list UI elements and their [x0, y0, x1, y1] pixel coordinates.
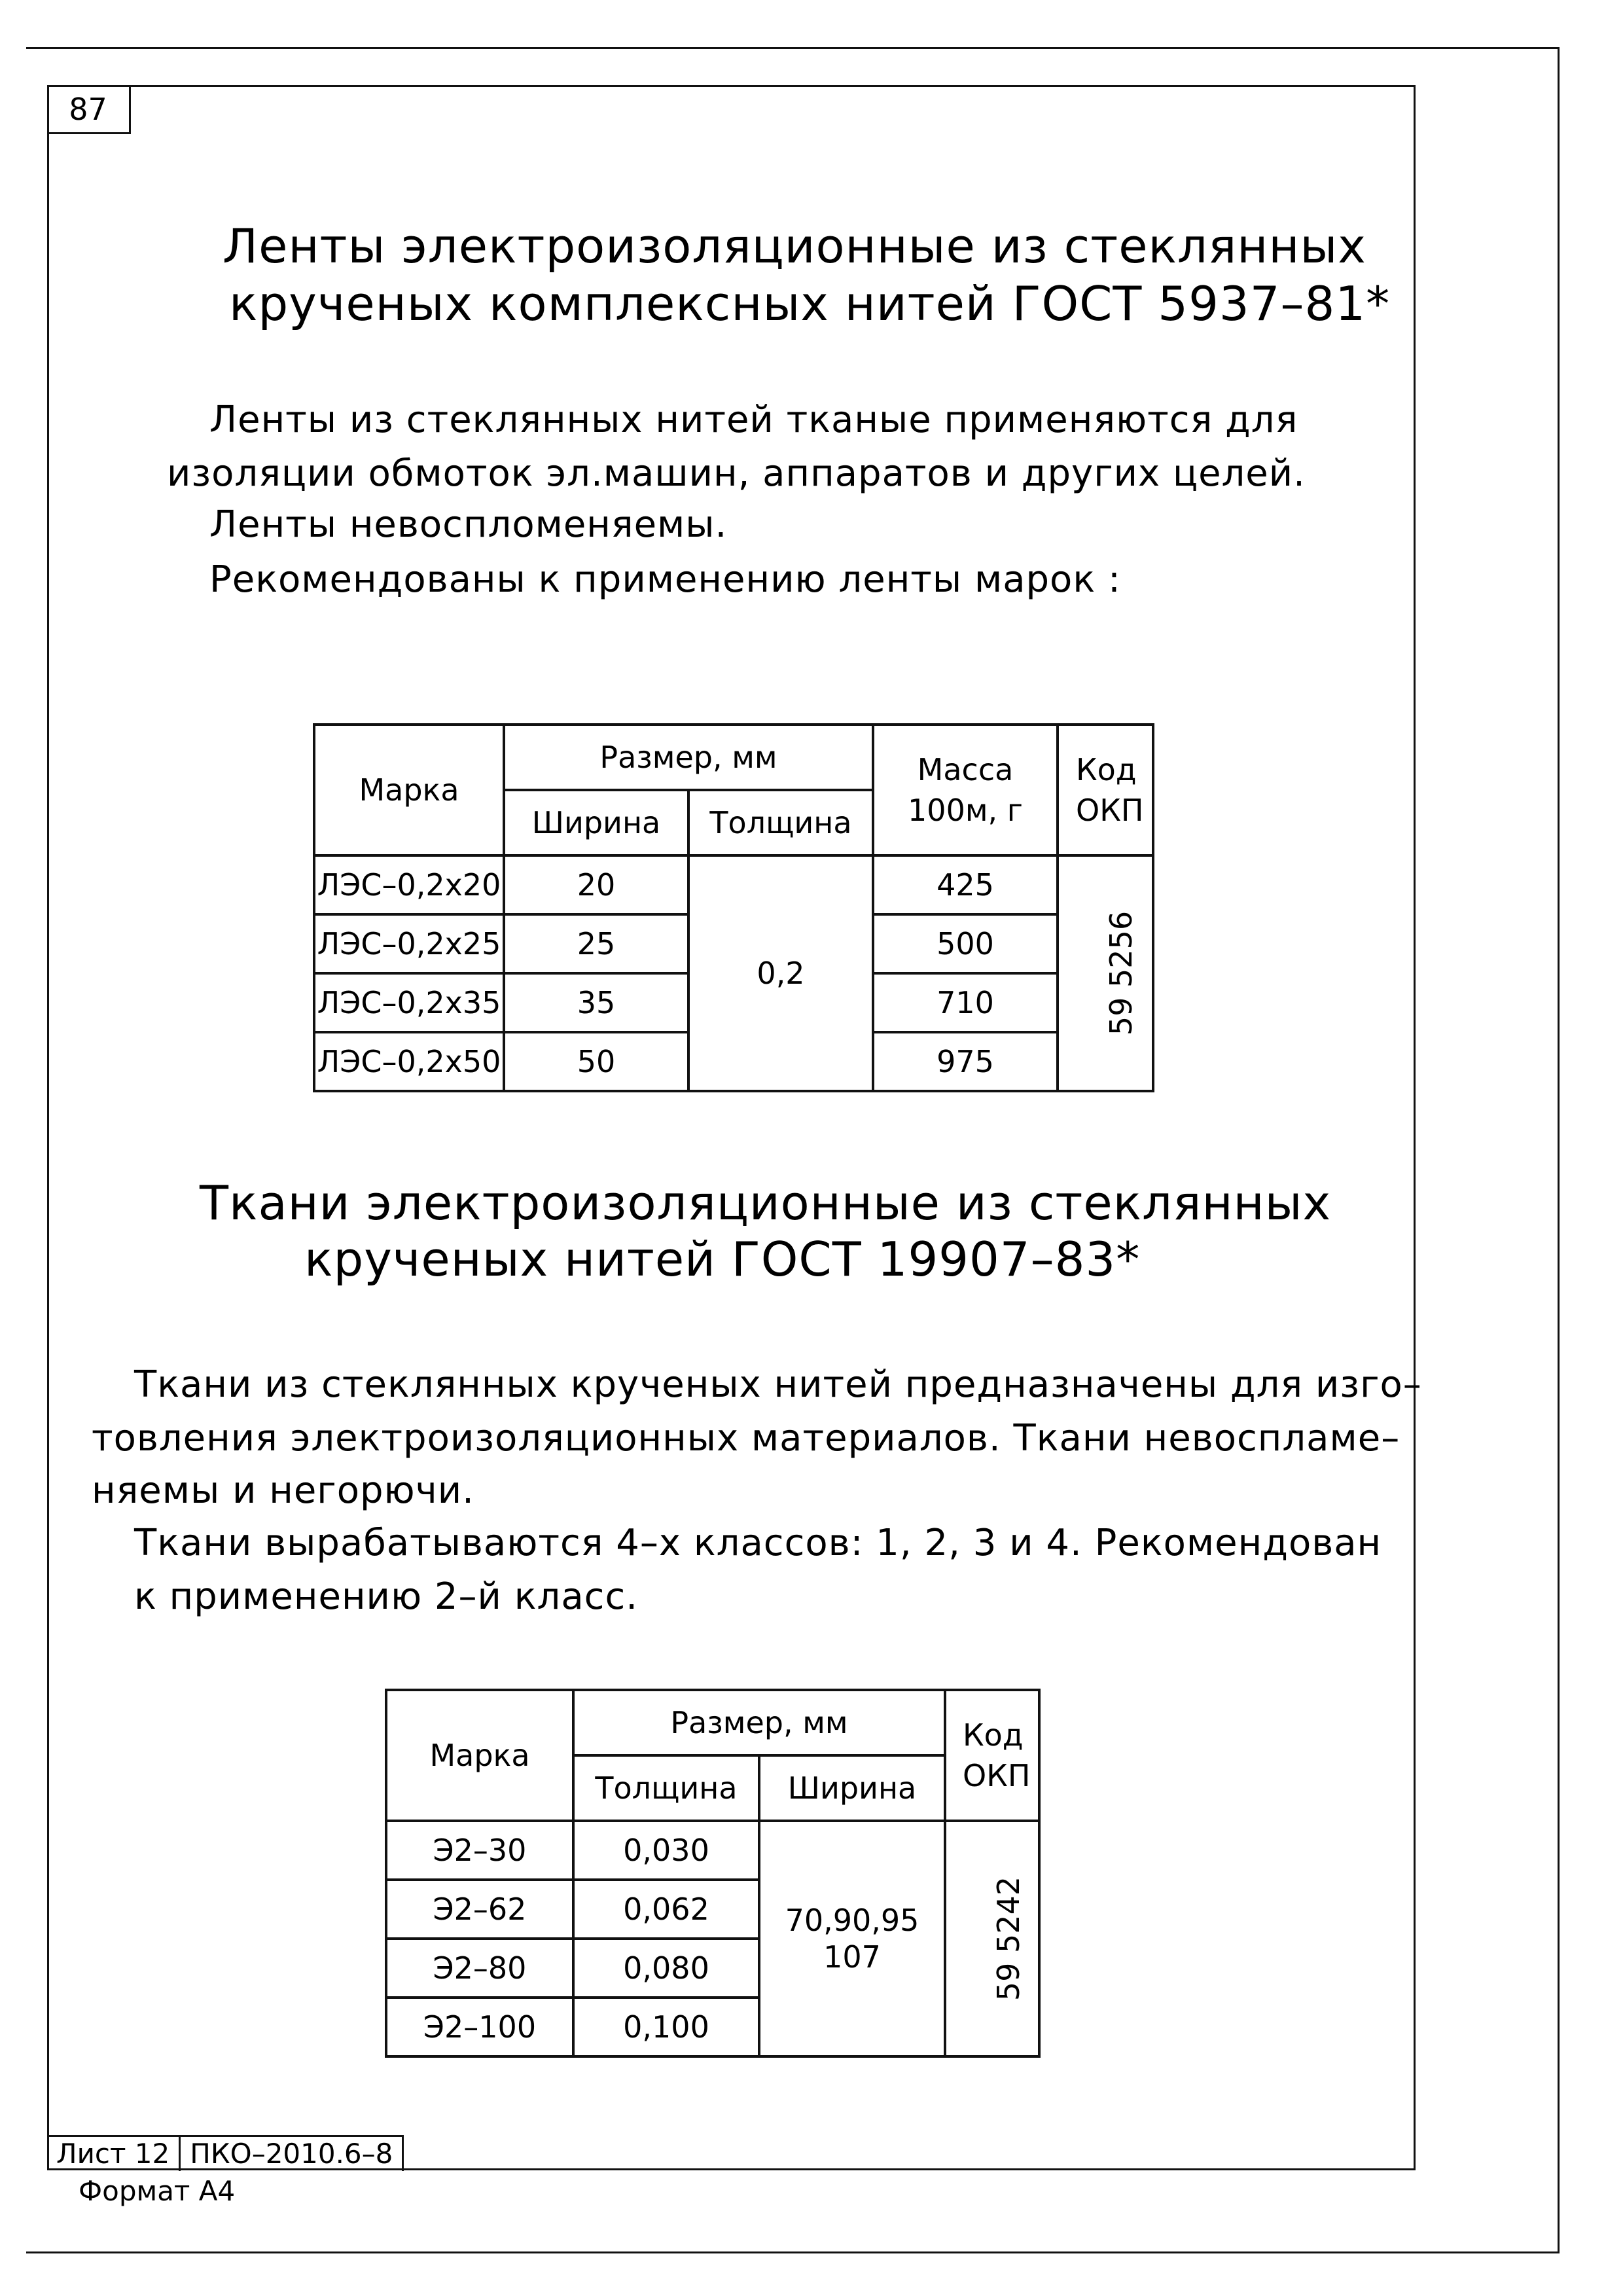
- section2-paragraph-line3: няемы и негорючи.: [92, 1469, 474, 1512]
- section2-title-line2: крученых нитей ГОСТ 19907–83*: [304, 1232, 1141, 1287]
- table-row-width: 20: [504, 855, 688, 914]
- width-values-line2: 107: [823, 1939, 881, 1975]
- header-code-text: Код ОКП: [963, 1717, 1031, 1793]
- thickness-merged-cell: 0,2: [688, 855, 873, 1091]
- header-size: Размер, мм: [504, 725, 873, 790]
- section2-title-line1: Ткани электроизоляционные из стеклянных: [200, 1175, 1332, 1230]
- frame-top-border: [47, 85, 1415, 87]
- section1-paragraph-line1: Ленты из стеклянных нитей тканые применяются для: [209, 399, 1298, 441]
- format-label: Формат А4: [79, 2175, 236, 2207]
- code-merged-cell: [1058, 855, 1153, 1091]
- outer-right-border: [1558, 47, 1560, 2253]
- outer-bottom-border: [26, 2251, 1560, 2253]
- document-code: ПКО–2010.6–8: [179, 2137, 402, 2171]
- outer-top-border: [26, 47, 1558, 49]
- header-mark: Марка: [386, 1690, 573, 1821]
- table-row-mark: Э2–30: [386, 1821, 573, 1880]
- fabric-table: [385, 1689, 1041, 2058]
- tape-table: [313, 723, 1154, 1092]
- section2-paragraph-line2: товления электроизоляционных материалов. Ткани невоспламе–: [92, 1417, 1400, 1460]
- table-row-mark: Э2–62: [386, 1880, 573, 1939]
- table-row-mass: 710: [873, 973, 1058, 1032]
- header-size: Размер, мм: [573, 1690, 945, 1755]
- table-row-mass: 425: [873, 855, 1058, 914]
- header-code-text: Код ОКП: [1076, 752, 1144, 828]
- header-width: Ширина: [504, 790, 688, 855]
- table-row-mark: ЛЭС–0,2х35: [314, 973, 504, 1032]
- table-row-thickness: 0,030: [573, 1821, 759, 1880]
- width-values-line1: 70,90,95: [785, 1903, 919, 1938]
- table-row-mark: ЛЭС–0,2х20: [314, 855, 504, 914]
- section2-paragraph-line4: Ткани вырабатываются 4–х классов: 1, 2, 3 и 4. Рекомендован: [134, 1522, 1382, 1564]
- page-number: 87: [47, 86, 131, 134]
- section1-paragraph-line3: Ленты невоспломеняемы.: [209, 503, 728, 546]
- header-mass-text: Масса 100м, г: [908, 752, 1023, 828]
- header-mass: [873, 725, 1058, 855]
- header-width: Ширина: [759, 1755, 945, 1821]
- section1-title-line1: Ленты электроизоляционные из стеклянных: [223, 219, 1366, 274]
- table-row-width: 35: [504, 973, 688, 1032]
- title-block-stamp: [47, 2135, 404, 2171]
- table-row-width: 50: [504, 1032, 688, 1091]
- width-merged-cell: [759, 1821, 945, 2056]
- table-row-mark: Э2–100: [386, 1998, 573, 2056]
- table-row-mark: ЛЭС–0,2х50: [314, 1032, 504, 1091]
- table-row-mass: 975: [873, 1032, 1058, 1091]
- header-code: [1058, 725, 1153, 855]
- code-value: 59 5256: [1103, 910, 1139, 1036]
- section1-title-line2: крученых комплексных нитей ГОСТ 5937–81*: [229, 276, 1391, 331]
- table-row-mark: Э2–80: [386, 1939, 573, 1998]
- table-row-thickness: 0,100: [573, 1998, 759, 2056]
- code-merged-cell: [945, 1821, 1039, 2056]
- code-value: 59 5242: [991, 1876, 1027, 2001]
- section2-paragraph-line5: к применению 2–й класс.: [134, 1575, 639, 1618]
- header-code: [945, 1690, 1039, 1821]
- header-mark: Марка: [314, 725, 504, 855]
- table-row-mark: ЛЭС–0,2х25: [314, 914, 504, 973]
- header-thickness: Толщина: [688, 790, 873, 855]
- sheet-number: Лист 12: [56, 2138, 170, 2170]
- section2-paragraph-line1: Ткани из стеклянных крученых нитей предназначены для изго–: [134, 1363, 1422, 1406]
- section1-paragraph-line2: изоляции обмоток эл.машин, аппаратов и других целей.: [167, 452, 1306, 495]
- frame-right-border: [1414, 85, 1416, 2170]
- table-row-width: 25: [504, 914, 688, 973]
- header-thickness: Толщина: [573, 1755, 759, 1821]
- frame-left-border: [47, 85, 49, 2170]
- table-row-thickness: 0,080: [573, 1939, 759, 1998]
- table-row-thickness: 0,062: [573, 1880, 759, 1939]
- table-row-mass: 500: [873, 914, 1058, 973]
- section1-paragraph-line4: Рекомендованы к применению ленты марок :: [209, 558, 1121, 601]
